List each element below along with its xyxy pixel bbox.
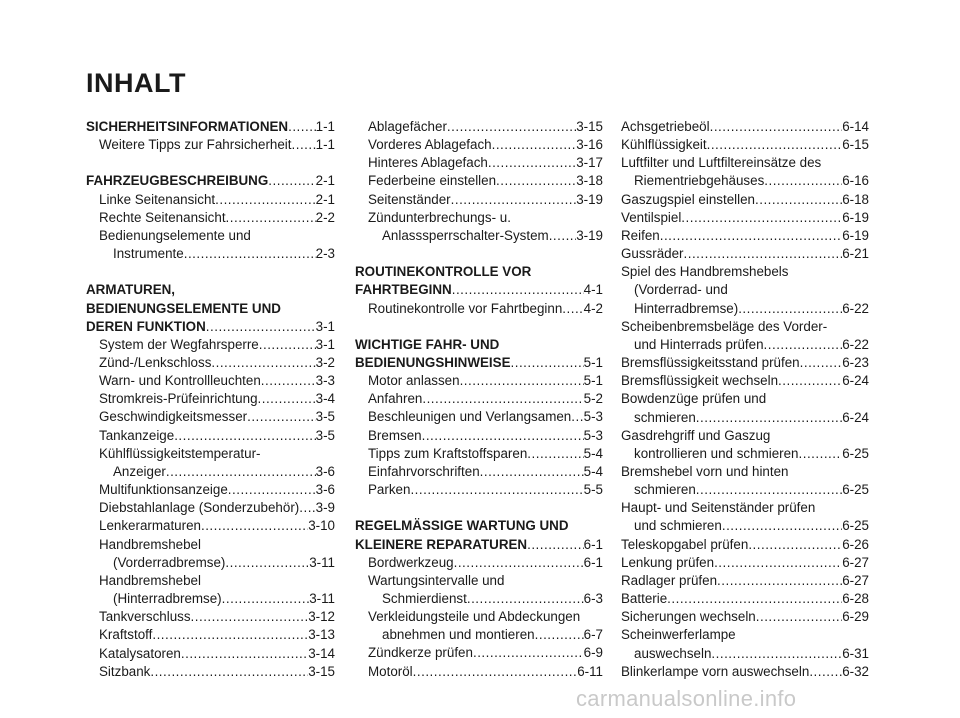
dot-leader (174, 427, 315, 445)
toc-entry-title: Anlasssperrschalter-System (382, 227, 549, 243)
toc-page-number: 3-4 (315, 391, 335, 407)
toc-entry: Wartungsintervalle und (368, 572, 505, 588)
dot-leader (681, 209, 842, 227)
toc-entry (621, 300, 869, 318)
toc-entry-title: Rechte Seitenansicht (99, 209, 226, 225)
toc-entry: Spiel des Handbremshebels (621, 264, 789, 280)
toc-entry (86, 499, 335, 517)
toc-entry (86, 626, 335, 644)
toc-entry-title: abnehmen und montieren (382, 627, 535, 643)
toc-entry-title: Geschwindigkeitsmesser (99, 409, 248, 425)
dot-leader (191, 608, 309, 626)
toc-entry (355, 136, 603, 154)
toc-entry-title: Vorderes Ablagefach (368, 137, 492, 153)
toc-entry (355, 372, 603, 390)
section-spacer (355, 499, 603, 517)
toc-section-heading (355, 281, 603, 299)
dot-leader (549, 227, 576, 245)
toc-page-number: 6-19 (842, 209, 869, 225)
toc-entry: Zündunterbrechungs- u. (368, 209, 511, 225)
toc-entry (355, 300, 603, 318)
toc-entry-title: Ablagefächer (368, 119, 447, 134)
toc-entry-title: auswechseln (634, 645, 712, 661)
dot-leader (473, 644, 584, 662)
toc-entry (355, 118, 603, 136)
toc-page-number: 6-18 (842, 191, 869, 207)
toc-page-number: 3-1 (315, 318, 335, 334)
dot-leader (460, 372, 584, 390)
toc-page-number: 6-26 (842, 536, 869, 552)
toc-page-number: 6-3 (583, 591, 603, 607)
dot-leader (201, 517, 308, 535)
toc-entry (355, 154, 603, 172)
toc-entry (355, 408, 603, 426)
toc-entry (621, 209, 869, 227)
toc-entry-title: Motor anlassen (368, 373, 460, 389)
toc-page-number: 6-14 (842, 119, 869, 134)
toc-page-number: 3-6 (315, 482, 335, 498)
toc-entry-title: Tankverschluss (99, 609, 191, 625)
dot-leader (452, 281, 584, 299)
toc-entry (355, 463, 603, 481)
toc-entry (621, 227, 869, 245)
toc-page-number: 6-16 (842, 173, 869, 189)
toc-page-number: 6-24 (842, 373, 869, 389)
toc-page-number: 1-1 (315, 119, 335, 134)
dot-leader (684, 245, 843, 263)
toc-entry-title: kontrollieren und schmieren (634, 445, 799, 461)
toc-entry (86, 554, 335, 572)
toc-entry-title: KLEINERE REPARATUREN (355, 536, 528, 552)
toc-entry (621, 191, 869, 209)
dot-leader (778, 372, 842, 390)
dot-leader (447, 118, 576, 136)
dot-leader (764, 336, 843, 354)
toc-entry (621, 608, 869, 626)
toc-column-3 (621, 118, 869, 681)
toc-page-number: 3-2 (315, 355, 335, 370)
toc-entry-title: Warn- und Kontrollleuchten (99, 373, 261, 389)
toc-page-number: 6-1 (583, 536, 603, 552)
toc-entry-title: Sitzbank (99, 663, 151, 679)
toc-entry-title: und schmieren (634, 518, 722, 534)
page-title: INHALT (86, 68, 186, 98)
toc-entry: Bowdenzüge prüfen und (621, 391, 767, 407)
dot-leader (748, 536, 842, 554)
dot-leader (206, 318, 316, 336)
toc-page-number: 5-1 (583, 355, 603, 370)
toc-entry: Handbremshebel (99, 536, 201, 552)
watermark: carmanualsonline.info (576, 686, 797, 711)
dot-leader (261, 372, 316, 390)
toc-entry (355, 663, 603, 681)
toc-entry: Scheinwerferlampe (621, 627, 736, 643)
dot-leader (756, 608, 842, 626)
toc-entry (621, 172, 869, 190)
toc-page-number: 5-4 (583, 463, 603, 479)
dot-leader (496, 172, 576, 190)
toc-page-number: 6-31 (842, 645, 869, 661)
toc-entry (621, 554, 869, 572)
toc-page-number: 3-11 (309, 554, 335, 570)
toc-entry-title: Motoröl (368, 663, 413, 679)
toc-page-number: 5-1 (583, 373, 603, 389)
toc-entry: Scheibenbremsbeläge des Vorder- (621, 318, 828, 334)
toc-page-number: 6-25 (842, 518, 869, 534)
toc-section-heading (86, 118, 335, 136)
dot-leader (184, 245, 316, 263)
dot-leader (211, 354, 315, 372)
dot-leader (492, 136, 577, 154)
section-spacer (86, 154, 335, 172)
dot-leader (714, 554, 842, 572)
toc-entry-title: Linke Seitenansicht (99, 191, 216, 207)
toc-entry: Verkleidungsteile und Abdeckungen (368, 609, 581, 625)
toc-entry: Gasdrehgriff und Gaszug (621, 427, 771, 443)
toc-entry-title: Hinterradbremse) (634, 300, 739, 316)
toc-entry: Luftfilter und Luftfiltereinsätze des (621, 155, 822, 171)
dot-leader (722, 517, 842, 535)
toc-entry (86, 590, 335, 608)
dot-leader (299, 499, 315, 517)
toc-entry-title: System der Wegfahrsperre (99, 336, 259, 352)
toc-entry-title: schmieren (634, 409, 696, 425)
toc-entry-title: DEREN FUNKTION (86, 318, 206, 334)
dot-leader (480, 463, 584, 481)
toc-entry (86, 481, 335, 499)
toc-section-heading: WICHTIGE FAHR- UND (355, 336, 500, 352)
toc-page-number: 3-12 (308, 609, 335, 625)
toc-page-number: 1-1 (315, 137, 335, 153)
toc-page-number: 3-18 (576, 173, 603, 189)
toc-entry-title: FAHRZEUGBESCHREIBUNG (86, 173, 269, 189)
toc-entry: Bremshebel vorn und hinten (621, 463, 789, 479)
dot-leader (660, 227, 842, 245)
dot-leader (755, 191, 842, 209)
dot-leader (228, 481, 316, 499)
toc-page-number: 3-5 (315, 427, 335, 443)
dot-leader (288, 118, 316, 136)
section-spacer (86, 263, 335, 281)
toc-entry-title: Diebstahlanlage (Sonderzubehör) (99, 500, 300, 516)
dot-leader (422, 390, 583, 408)
toc-entry (86, 463, 335, 481)
toc-entry (621, 536, 869, 554)
toc-entry (621, 590, 869, 608)
toc-page-number: 6-28 (842, 591, 869, 607)
toc-entry-title: Schmierdienst (382, 591, 467, 607)
toc-section-heading (86, 318, 335, 336)
toc-entry (86, 136, 335, 154)
dot-leader (451, 191, 577, 209)
toc-entry-title: Bremsflüssigkeitsstand prüfen (621, 355, 800, 371)
toc-page-number: 6-11 (577, 663, 603, 679)
toc-page-number: 3-10 (308, 518, 335, 534)
toc-entry-title: Batterie (621, 591, 668, 607)
toc-entry (355, 481, 603, 499)
toc-page-number: 3-1 (315, 336, 335, 352)
toc-page-number: 6-24 (842, 409, 869, 425)
dot-leader (222, 590, 310, 608)
toc-entry-title: Kraftstoff (99, 627, 153, 643)
section-spacer (355, 245, 603, 263)
toc-page-number: 2-1 (315, 173, 335, 189)
toc-entry (86, 663, 335, 681)
toc-entry-title: Tipps zum Kraftstoffsparen (368, 445, 528, 461)
toc-entry (86, 427, 335, 445)
dot-leader (410, 481, 583, 499)
dot-leader (226, 209, 316, 227)
toc-entry (621, 118, 869, 136)
toc-entry-title: Beschleunigen und Verlangsamen (368, 409, 572, 425)
toc-entry-title: Zündkerze prüfen (368, 645, 473, 661)
dot-leader (268, 172, 315, 190)
toc-page-number: 3-19 (576, 227, 603, 243)
dot-leader (454, 554, 584, 572)
toc-section-heading: ARMATUREN, (86, 282, 176, 298)
toc-entry-title: Kühlflüssigkeit (621, 137, 707, 153)
toc-entry-title: Bremsflüssigkeit wechseln (621, 373, 779, 389)
toc-page-number: 3-11 (309, 591, 335, 607)
dot-leader (259, 336, 316, 354)
toc-section-heading: REGELMÄSSIGE WARTUNG UND (355, 518, 569, 534)
toc-entry-title: Tankanzeige (99, 427, 175, 443)
toc-page-number: 3-14 (308, 645, 335, 661)
toc-page-number: 3-5 (315, 409, 335, 425)
toc-entry (86, 191, 335, 209)
toc-page-number: 2-2 (315, 209, 335, 225)
toc-entry-title: Routinekontrolle vor Fahrtbeginn (368, 300, 563, 316)
dot-leader (258, 390, 316, 408)
toc-section-heading (355, 354, 603, 372)
toc-entry-title: Instrumente (113, 246, 184, 262)
toc-entry-title: Zünd-/Lenkschloss (99, 355, 212, 370)
toc-entry-title: Katalysatoren (99, 645, 181, 661)
toc-page-number: 6-9 (583, 645, 603, 661)
toc-entry (355, 390, 603, 408)
toc-entry (621, 517, 869, 535)
toc-entry (86, 645, 335, 663)
toc-page-number: 3-16 (576, 137, 603, 153)
dot-leader (467, 590, 584, 608)
toc-entry-title: Lenkerarmaturen (99, 518, 201, 534)
toc-entry-title: Anzeiger (113, 463, 166, 479)
toc-page-number: 3-13 (308, 627, 335, 643)
toc-entry-title: Federbeine einstellen (368, 173, 497, 189)
toc-entry-title: Einfahrvorschriften (368, 463, 480, 479)
toc-page-number: 6-27 (842, 554, 869, 570)
toc-entry-title: Gaszugspiel einstellen (621, 191, 755, 207)
toc-entry (86, 390, 335, 408)
toc-entry-title: Parken (368, 482, 411, 498)
toc-entry (621, 572, 869, 590)
toc-entry-title: schmieren (634, 482, 696, 498)
toc-page-number: 6-21 (842, 246, 869, 262)
toc-entry-title: Ventilspiel (621, 209, 682, 225)
toc-page-number: 6-1 (583, 554, 603, 570)
toc-entry (86, 245, 335, 263)
toc-column-2 (355, 118, 603, 681)
toc-entry: Bedienungselemente und (99, 227, 251, 243)
toc-page-number: 3-15 (308, 663, 335, 679)
toc-entry-title: Multifunktionsanzeige (99, 482, 228, 498)
toc-entry (621, 336, 869, 354)
dot-leader (511, 354, 584, 372)
toc-entry-title: Bordwerkzeug (368, 554, 454, 570)
dot-leader (247, 408, 316, 426)
toc-section-heading (355, 536, 603, 554)
toc-page-number: 3-9 (315, 500, 335, 516)
dot-leader (696, 409, 842, 427)
toc-entry-title: Achsgetriebeöl (621, 119, 710, 134)
toc-page-number: 2-3 (315, 246, 335, 262)
dot-leader (150, 663, 308, 681)
dot-leader (809, 663, 842, 681)
toc-entry (355, 445, 603, 463)
toc-page-number: 6-22 (842, 336, 869, 352)
toc-entry (355, 590, 603, 608)
toc-page-number: 3-17 (576, 155, 603, 171)
dot-leader (422, 427, 584, 445)
toc-entry (355, 626, 603, 644)
toc-entry-title: Bremsen (368, 427, 422, 443)
toc-entry (86, 354, 335, 372)
toc-entry (621, 354, 869, 372)
toc-entry (621, 136, 869, 154)
dot-leader (152, 626, 308, 644)
toc-entry (355, 554, 603, 572)
toc-entry: (Vorderrad- und (634, 282, 728, 298)
toc-entry (86, 408, 335, 426)
dot-leader (571, 408, 583, 426)
dot-leader (527, 445, 583, 463)
toc-section-heading: BEDIENUNGSELEMENTE UND (86, 300, 281, 316)
toc-entry-title: Lenkung prüfen (621, 554, 715, 570)
toc-page-number: 5-5 (583, 482, 603, 498)
toc-entry (355, 644, 603, 662)
toc-page-number: 6-22 (842, 300, 869, 316)
dot-leader (225, 554, 309, 572)
toc-entry-title: Blinkerlampe vorn auswechseln (621, 663, 810, 679)
dot-leader (696, 481, 842, 499)
toc-page-number: 6-23 (842, 355, 869, 371)
dot-leader (535, 626, 584, 644)
toc-page-number: 4-2 (583, 300, 603, 316)
toc-page-number: 3-19 (576, 191, 603, 207)
toc-page-number: 5-2 (583, 391, 603, 407)
toc-entry (355, 227, 603, 245)
dot-leader (413, 663, 578, 681)
toc-entry (86, 372, 335, 390)
dot-leader (488, 154, 576, 172)
toc-entry (355, 191, 603, 209)
toc-page-number: 5-4 (583, 445, 603, 461)
toc-page-number: 4-1 (583, 282, 603, 298)
toc-page-number: 3-15 (576, 119, 603, 134)
toc-entry (86, 608, 335, 626)
dot-leader (707, 136, 843, 154)
toc-entry-title: Gussräder (621, 246, 684, 262)
dot-leader (527, 536, 584, 554)
dot-leader (181, 645, 308, 663)
toc-page-number: 6-19 (842, 227, 869, 243)
toc-page-number: 5-3 (583, 409, 603, 425)
toc-page-number: 5-3 (583, 427, 603, 443)
dot-leader (215, 191, 316, 209)
toc-page-number: 6-27 (842, 572, 869, 588)
toc-entry-title: SICHERHEITSINFORMATIONEN (86, 119, 289, 134)
dot-leader (738, 300, 842, 318)
toc-entry-title: FAHRTBEGINN (355, 282, 452, 298)
dot-leader (717, 572, 842, 590)
toc-entry-title: (Vorderradbremse) (113, 554, 226, 570)
toc-entry-title: Reifen (621, 227, 660, 243)
toc-entry-title: Weitere Tipps zur Fahrsicherheit (99, 137, 292, 153)
toc-entry (86, 517, 335, 535)
toc-entry-title: Teleskopgabel prüfen (621, 536, 749, 552)
toc-entry-title: und Hinterrads prüfen (634, 336, 764, 352)
toc-entry: Kühlflüssigkeitstemperatur- (99, 445, 261, 461)
toc-page-number: 2-1 (315, 191, 335, 207)
dot-leader (166, 463, 316, 481)
dot-leader (800, 354, 843, 372)
toc-page-number: 6-25 (842, 482, 869, 498)
dot-leader (292, 136, 316, 154)
section-spacer (355, 318, 603, 336)
toc-page-number: 6-15 (842, 137, 869, 153)
toc-entry (621, 372, 869, 390)
toc-entry-title: Riementriebgehäuses (634, 173, 765, 189)
toc-entry (621, 481, 869, 499)
dot-leader (764, 172, 842, 190)
toc-column-1 (86, 118, 335, 681)
toc-entry (621, 445, 869, 463)
toc-entry (355, 172, 603, 190)
dot-leader (562, 300, 583, 318)
toc-page-number: 6-29 (842, 609, 869, 625)
toc-entry (621, 645, 869, 663)
toc-entry-title: Stromkreis-Prüfeinrichtung (99, 391, 258, 407)
toc-entry-title: Sicherungen wechseln (621, 609, 756, 625)
toc-entry: Handbremshebel (99, 572, 201, 588)
dot-leader (711, 645, 842, 663)
toc-page-number: 3-6 (315, 463, 335, 479)
toc-section-heading: ROUTINEKONTROLLE VOR (355, 264, 532, 280)
toc-entry-title: Seitenständer (368, 191, 451, 207)
toc-entry (86, 209, 335, 227)
toc-entry-title: (Hinterradbremse) (113, 591, 222, 607)
toc-entry-title: BEDIENUNGSHINWEISE (355, 355, 511, 370)
dot-leader (799, 445, 843, 463)
toc-page-number: 3-3 (315, 373, 335, 389)
dot-leader (667, 590, 842, 608)
dot-leader (710, 118, 843, 136)
toc-page-number: 6-7 (583, 627, 603, 643)
toc-page-number: 6-25 (842, 445, 869, 461)
toc-entry (621, 409, 869, 427)
toc-entry (621, 663, 869, 681)
toc-entry-title: Anfahren (368, 391, 423, 407)
toc-section-heading (86, 172, 335, 190)
toc-entry: Haupt- und Seitenständer prüfen (621, 500, 816, 516)
toc-entry-title: Hinteres Ablagefach (368, 155, 488, 171)
toc-entry (86, 336, 335, 354)
toc-entry (355, 427, 603, 445)
toc-entry-title: Radlager prüfen (621, 572, 718, 588)
toc-entry (621, 245, 869, 263)
toc-page-number: 6-32 (842, 663, 869, 679)
